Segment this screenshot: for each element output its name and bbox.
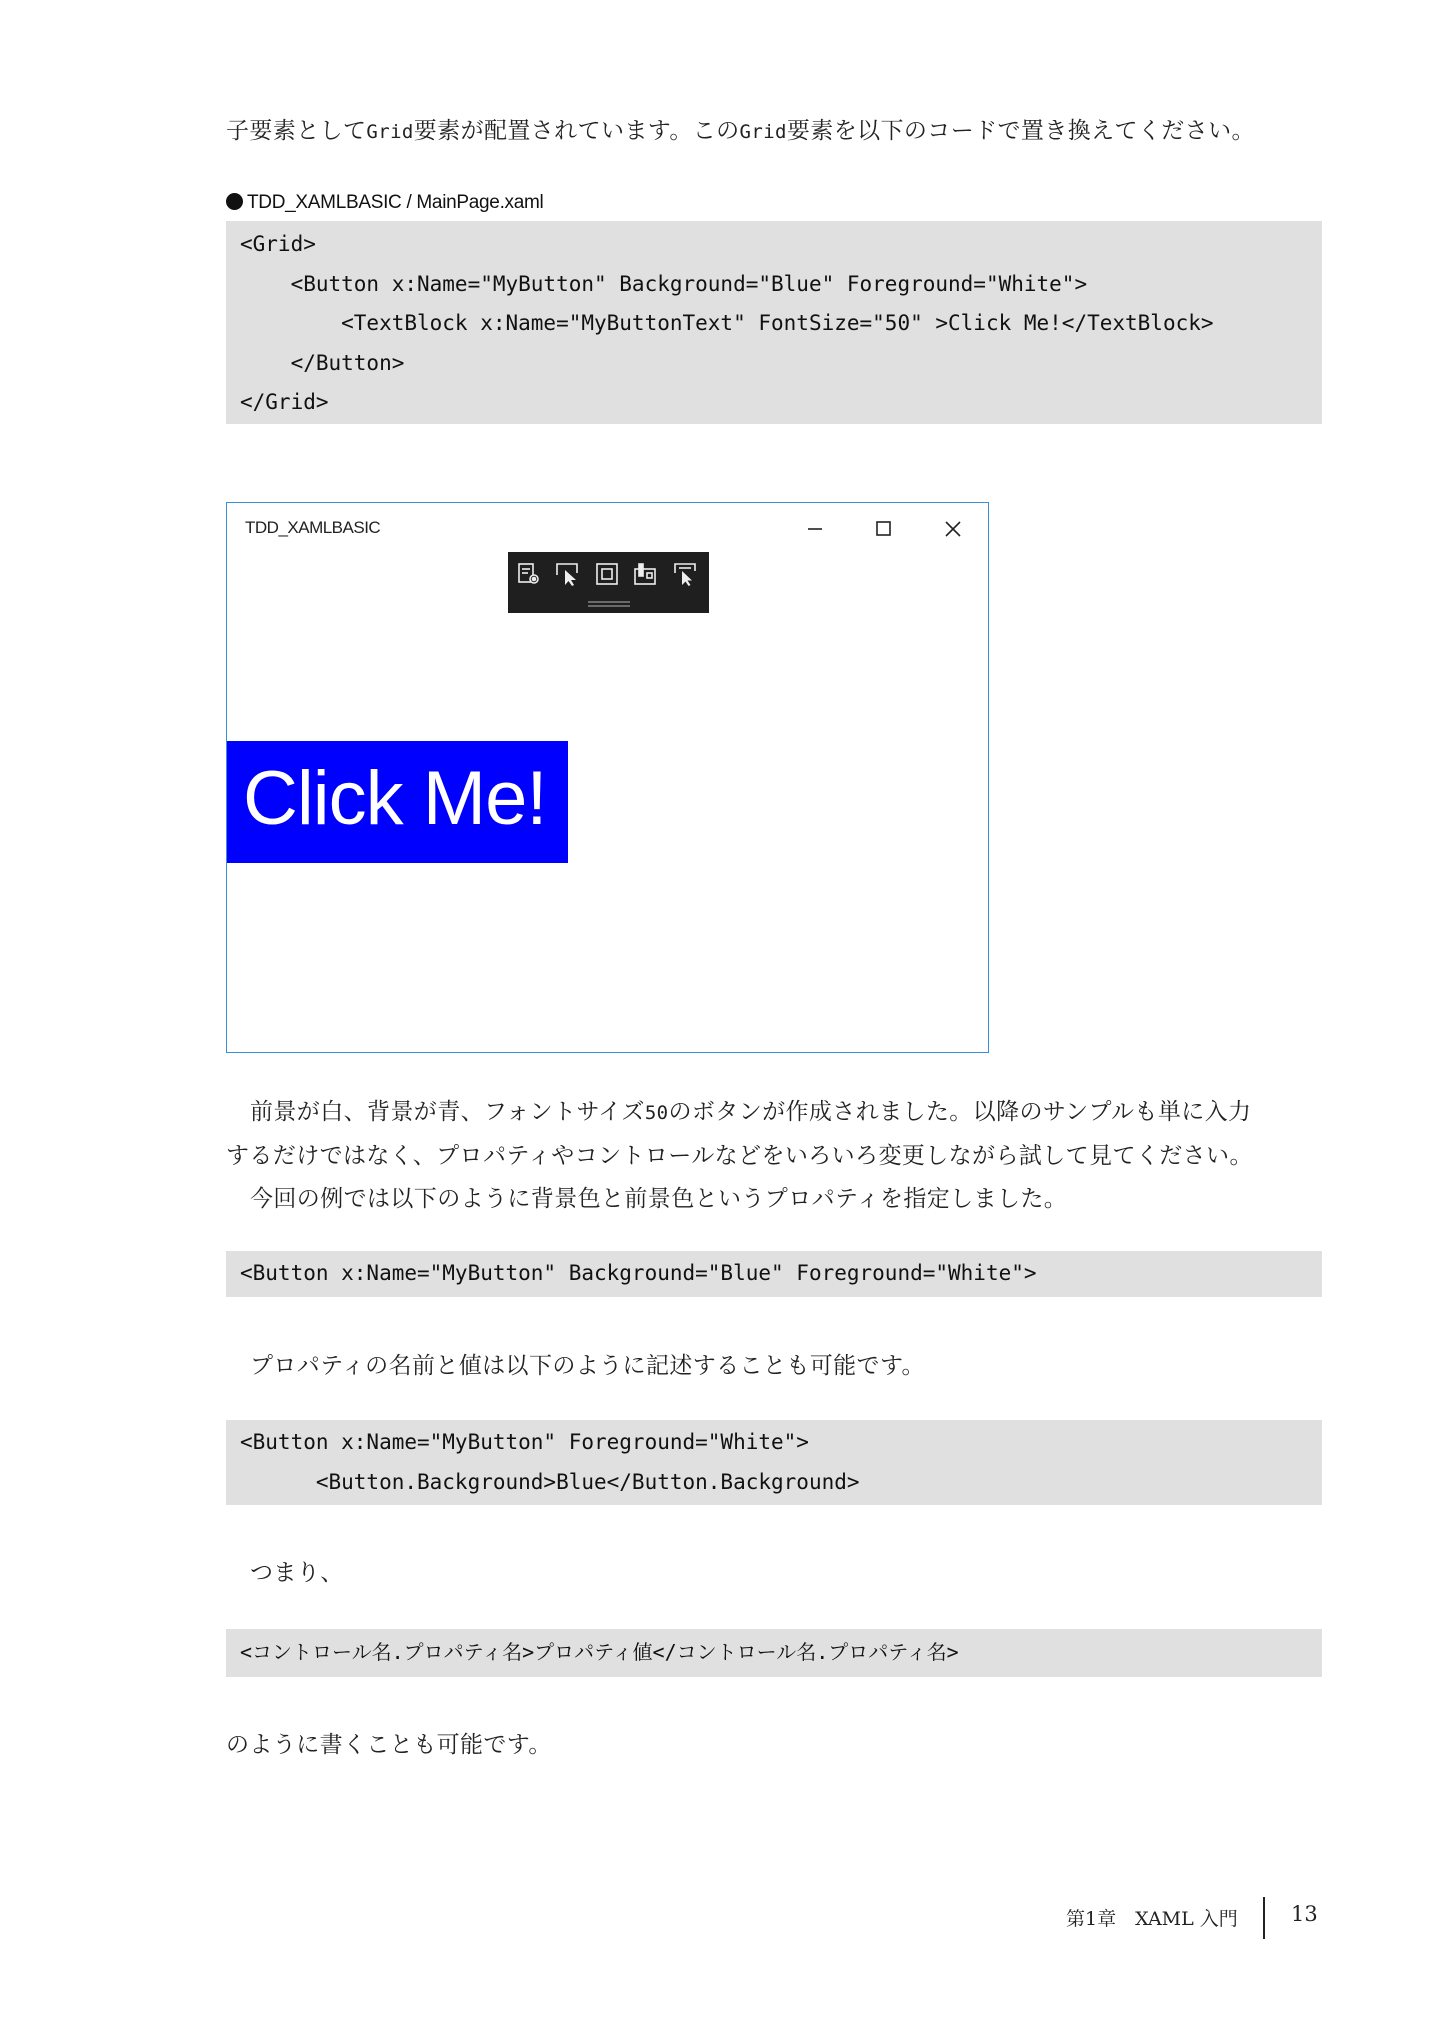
- app-window-screenshot: [226, 502, 989, 1053]
- intro-code-grid-2: Grid: [739, 121, 787, 143]
- explanation-line-1-a: 前景が白、背景が青、フォントサイズ: [250, 1099, 645, 1125]
- code-block-property-element: [226, 1420, 1322, 1505]
- code-line: <TextBlock x:Name="MyButtonText" FontSize="50" >Click Me!</TextBlock>: [240, 311, 1214, 335]
- property-syntax-paragraph: プロパティの名前と値は以下のように記述することも可能です。: [250, 1353, 925, 1379]
- footer-divider: [1263, 1897, 1265, 1939]
- explanation-line-2: するだけではなく、プロパティやコントロールなどをいろいろ変更しながら試して見てください。: [226, 1143, 1253, 1169]
- track-focus-icon[interactable]: [632, 561, 658, 587]
- code-line: </Button>: [240, 350, 405, 375]
- code-block-generic-syntax: [226, 1629, 1322, 1677]
- explanation-line-3: 今回の例では以下のように背景色と前景色というプロパティを指定しました。: [250, 1186, 1068, 1212]
- closing-paragraph: のように書くことも可能です。: [226, 1732, 552, 1758]
- code-line: <Button x:Name="MyButton" Background="Blue" Foreground="White">: [240, 271, 1088, 296]
- bullet-icon: [226, 193, 243, 210]
- in-other-words-paragraph: つまり、: [250, 1560, 344, 1586]
- select-element-icon[interactable]: [554, 561, 580, 587]
- listing-caption-text: TDD_XAMLBASIC / MainPage.xaml: [247, 192, 544, 213]
- intro-text-after: 要素を以下のコードで置き換えてください。: [786, 118, 1255, 144]
- intro-paragraph: [226, 110, 1322, 154]
- minimize-icon[interactable]: [795, 509, 835, 549]
- code-line: </Grid>: [240, 390, 329, 414]
- close-icon[interactable]: [933, 509, 973, 549]
- code-line: <Button.Background>Blue</Button.Background>: [240, 1469, 860, 1494]
- toolbar-grip[interactable]: [588, 601, 630, 603]
- hot-reload-icon[interactable]: [672, 561, 698, 587]
- page-number: 13: [1291, 1902, 1318, 1926]
- display-layout-adorners-icon[interactable]: [594, 561, 620, 587]
- listing-caption: [226, 192, 543, 214]
- explanation-paragraph: [226, 1091, 1322, 1221]
- footer-chapter: 第1章 XAML 入門: [1066, 1908, 1238, 1930]
- live-visual-tree-icon[interactable]: [516, 561, 542, 587]
- code-block-button-attributes: [226, 1251, 1322, 1297]
- code-line: <Button x:Name="MyButton" Foreground="White">: [240, 1430, 809, 1454]
- intro-code-grid-1: Grid: [366, 121, 414, 143]
- code-block-main-page: [226, 221, 1322, 424]
- debug-toolbar: [508, 552, 709, 613]
- code-line: <Button x:Name="MyButton" Background="Blue" Foreground="White">: [240, 1261, 1037, 1285]
- window-title: TDD_XAMLBASIC: [245, 518, 381, 537]
- maximize-icon[interactable]: [863, 509, 903, 549]
- code-line: <コントロール名.プロパティ名>プロパティ値</コントロール名.プロパティ名>: [240, 1640, 959, 1664]
- click-me-button[interactable]: [227, 741, 568, 863]
- explanation-line-1-b: のボタンが作成されました。以降のサンプルも単に入力: [668, 1099, 1252, 1125]
- intro-text-before: 子要素として: [226, 118, 367, 144]
- font-size-value: 50: [644, 1102, 669, 1124]
- code-line: <Grid>: [240, 232, 316, 256]
- intro-text-middle: 要素が配置されています。この: [413, 118, 740, 144]
- explanation-line-1: [226, 1091, 1322, 1135]
- click-me-button-label: Click Me!: [243, 756, 547, 841]
